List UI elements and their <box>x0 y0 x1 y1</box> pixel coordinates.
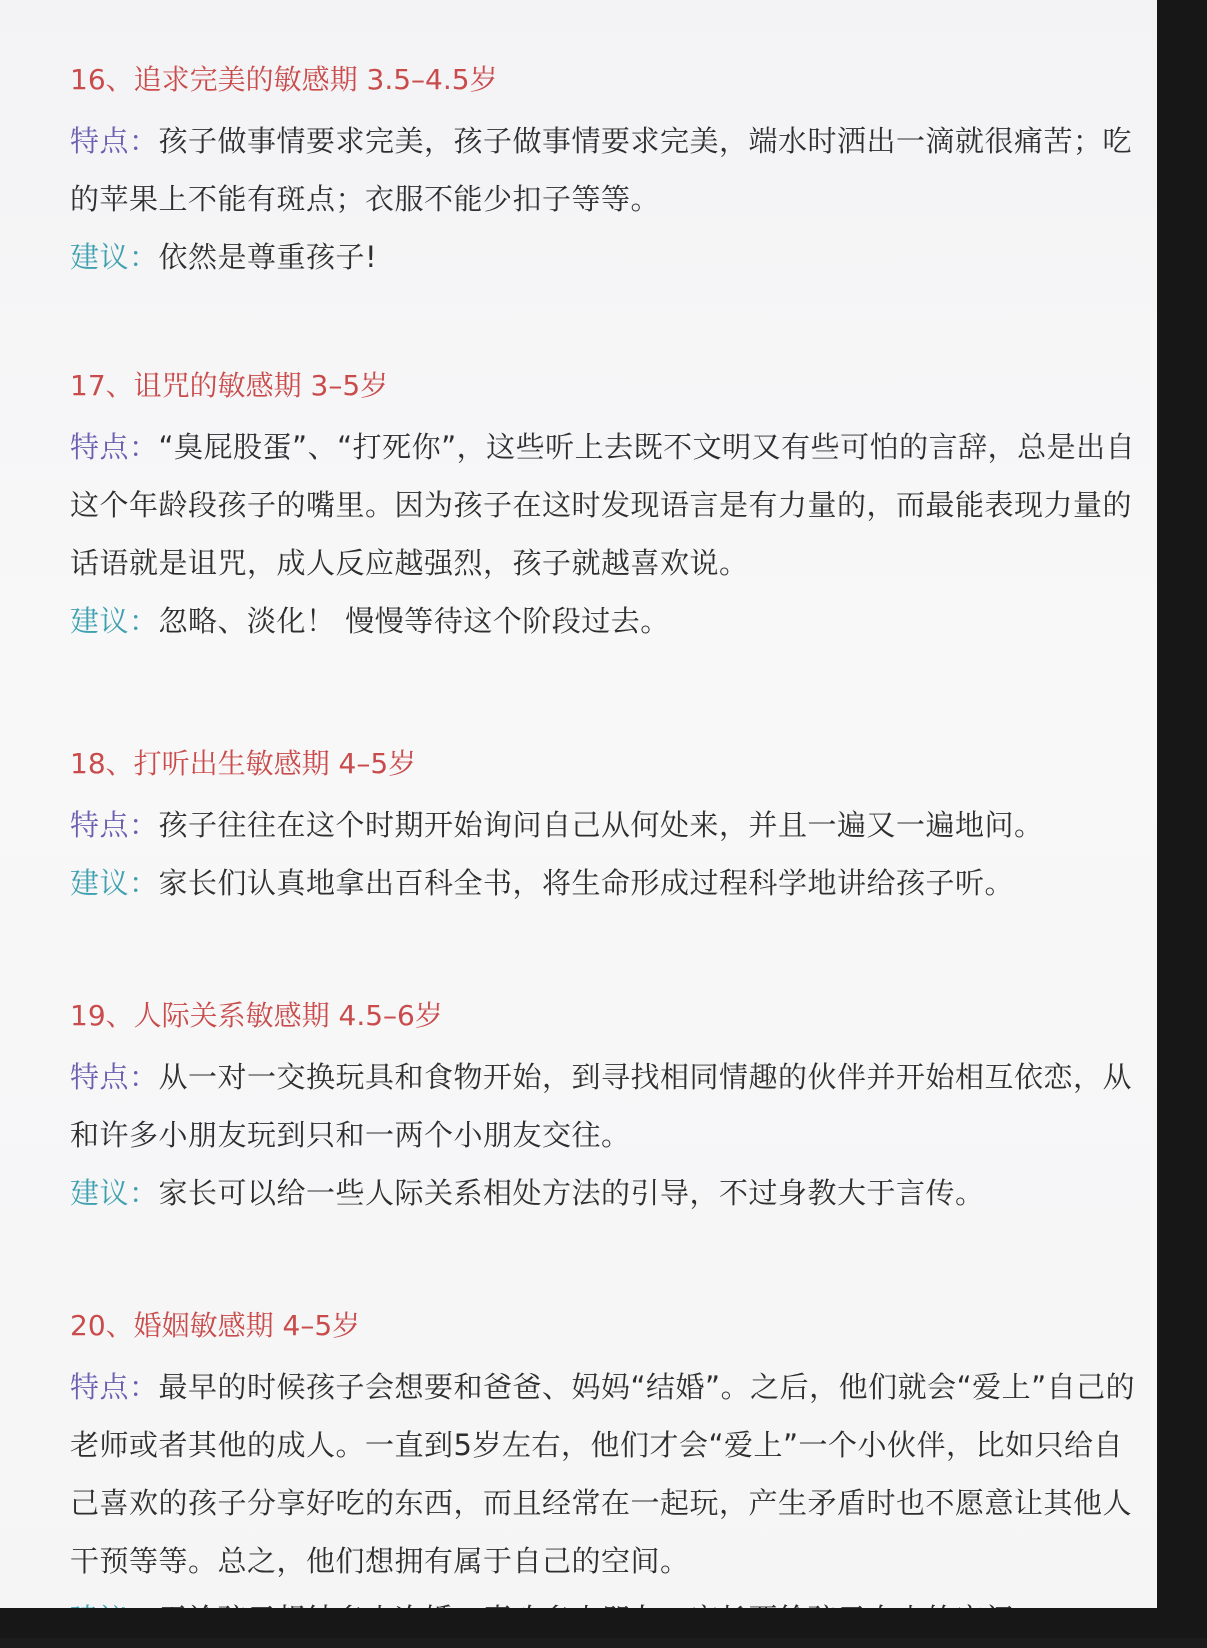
feature-paragraph <box>70 1358 1150 1590</box>
feature-label: 特点： <box>70 1370 159 1404</box>
advice-label: 建议： <box>70 1176 159 1210</box>
section-title: 17、诅咒的敏感期 3–5岁 <box>70 354 1150 418</box>
section-17 <box>70 354 1150 650</box>
section-title: 18、打听出生敏感期 4–5岁 <box>70 732 1150 796</box>
advice-paragraph <box>70 854 1150 912</box>
feature-text: 最早的时候孩子会想要和爸爸、妈妈“结婚”。之后，他们就会“爱上”自己的老师或者其他的成人。一直到5岁左右，他们才会“爱上”一个小伙伴，比如只给自己喜欢的孩子分享好吃的东西，而且经常在一起玩，产生矛盾时也不愿意让其他人干预等等。总之，他们想拥有属于自己的空间。 <box>70 1370 1135 1578</box>
bottom-edge-bar <box>0 1608 1207 1638</box>
advice-text: 家长们认真地拿出百科全书，将生命形成过程科学地讲给孩子听。 <box>159 866 1015 900</box>
advice-label: 建议： <box>70 240 159 274</box>
advice-paragraph <box>70 228 1150 286</box>
feature-text: 孩子往往在这个时期开始询问自己从何处来，并且一遍又一遍地问。 <box>159 808 1044 842</box>
feature-label: 特点： <box>70 124 159 158</box>
feature-text: 孩子做事情要求完美，孩子做事情要求完美，端水时洒出一滴就很痛苦；吃的苹果上不能有斑点；衣服不能少扣子等等。 <box>70 124 1132 216</box>
advice-text: 依然是尊重孩子! <box>159 240 378 274</box>
feature-text: “臭屁股蛋”、“打死你”，这些听上去既不文明又有些可怕的言辞，总是出自这个年龄段孩子的嘴里。因为孩子在这时发现语言是有力量的，而最能表现力量的话语就是诅咒，成人反应越强烈，孩子就越喜欢说。 <box>70 430 1135 580</box>
right-edge-bar <box>1157 0 1207 1638</box>
feature-paragraph <box>70 112 1150 228</box>
section-18 <box>70 732 1150 912</box>
article-content <box>70 48 1150 1648</box>
feature-paragraph <box>70 796 1150 854</box>
advice-label: 建议： <box>70 866 159 900</box>
section-16 <box>70 48 1150 286</box>
section-title: 16、追求完美的敏感期 3.5–4.5岁 <box>70 48 1150 112</box>
feature-label: 特点： <box>70 808 159 842</box>
feature-paragraph <box>70 418 1150 592</box>
feature-paragraph <box>70 1048 1150 1164</box>
advice-paragraph <box>70 592 1150 650</box>
advice-text: 忽略、淡化！ 慢慢等待这个阶段过去。 <box>159 604 670 638</box>
advice-text: 家长可以给一些人际关系相处方法的引导，不过身教大于言传。 <box>159 1176 985 1210</box>
section-20 <box>70 1294 1150 1648</box>
advice-label: 建议： <box>70 604 159 638</box>
feature-label: 特点： <box>70 1060 159 1094</box>
section-19 <box>70 984 1150 1222</box>
section-title: 20、婚姻敏感期 4–5岁 <box>70 1294 1150 1358</box>
advice-paragraph <box>70 1164 1150 1222</box>
feature-text: 从一对一交换玩具和食物开始，到寻找相同情趣的伙伴并开始相互依恋，从和许多小朋友玩到只和一两个小朋友交往。 <box>70 1060 1132 1152</box>
section-title: 19、人际关系敏感期 4.5–6岁 <box>70 984 1150 1048</box>
feature-label: 特点： <box>70 430 159 464</box>
